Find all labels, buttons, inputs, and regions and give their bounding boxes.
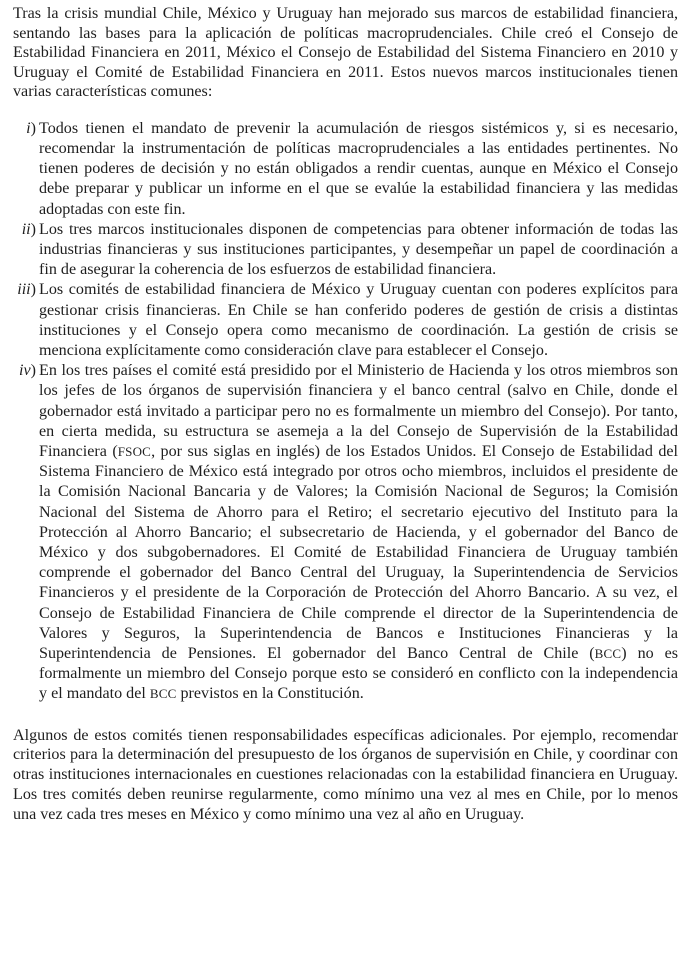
list-marker: iii) xyxy=(17,281,36,299)
list-item-text-part1: En los tres países el comité está presidido por el Ministerio de Hacienda y los otros miembros son los jefes de los órganos de supervisión financiera y el banco central (salvo en Chile, donde el gobernador está invitado a participar pero no es formalmente un miembro del Consejo). Por tanto, en cierta medida, su estructura se asemeja a la del Consejo de Supervisión de la Estabilidad Financiera ( xyxy=(39,362,678,460)
acronym-fsoc: FSOC xyxy=(117,443,152,459)
closing-paragraph: Algunos de estos comités tienen responsabilidades específicas adicionales. Por ejemplo, recomendar criterios para la determinación del presupuesto de los órganos de supervisión en Chile, y coordinar con otras instituciones internacionales en cuestiones relacionadas con la estabilidad financiera en Uruguay. Los tres comités deben reunirse regularmente, como mínimo una vez al mes en Chile, por lo menos una vez cada tres meses en México y como mínimo una vez al año en Uruguay. xyxy=(13,726,678,823)
list-item-iv xyxy=(19,361,678,704)
list-marker: iv) xyxy=(19,362,36,380)
list-item-text: Los comités de estabilidad financiera de México y Uruguay cuentan con poderes explícitos para gestionar crisis financieras. En Chile se han conferido poderes de gestión de crisis a distintas instituciones y el Consejo opera como mecanismo de coordinación. La gestión de crisis se menciona explícitamente como consideración clave para establecer el Consejo. xyxy=(39,281,678,359)
list-marker: i) xyxy=(26,119,36,137)
list-item-iii xyxy=(17,280,678,361)
list-item-i xyxy=(26,119,678,220)
list-item-text: Todos tienen el mandato de prevenir la acumulación de riesgos sistémicos y, si es necesario, recomendar la instrumentación de políticas macroprudenciales a las entidades pertinentes. No tienen poderes de decisión y no están obligados a rendir cuentas, aunque en México el Consejo debe preparar y publicar un informe en el que se evalúe la estabilidad financiera y las medidas adoptadas con este fin. xyxy=(39,119,678,218)
acronym-bcc: BCC xyxy=(594,646,622,662)
list-item-ii xyxy=(21,220,678,281)
list-marker: ii) xyxy=(21,220,36,238)
acronym-bcc: BCC xyxy=(149,686,177,702)
list-item-text-part2: , por sus siglas en inglés) de los Estados Unidos. El Consejo de Estabilidad del Sistema Financiero de México está integrado por otros ocho miembros, incluidos el presidente de la Comisión Nacional Bancaria y de Valores; la Comisión Nacional de Seguros; la Comisión Nacional del Sistema de Ahorro para el Retiro; el secretario ejecutivo del Instituto para la Protección al Ahorro Bancario; el subsecretario de Hacienda, y el gobernador del Banco de México y dos subgobernadores. El Comité de Estabilidad Financiera de Uruguay también comprende el gobernador del Banco Central del Uruguay, la Superintendencia de Servicios Financieros y el presidente de la Corporación de Protección del Ahorro Bancario. A su vez, el Consejo de Estabilidad Financiera de Chile comprende el director de la Superintendencia de Valores y Seguros, la Superintendencia de Bancos e Instituciones Financieras y la Superintendencia de Pensiones. El gobernador del Banco Central de Chile ( xyxy=(39,442,678,663)
intro-paragraph: Tras la crisis mundial Chile, México y Uruguay han mejorado sus marcos de estabilidad financiera, sentando las bases para la aplicación de políticas macroprudenciales. Chile creó el Consejo de Estabilidad Financiera en 2011, México el Consejo de Estabilidad del Sistema Financiero en 2010 y Uruguay el Comité de Estabilidad Financiera en 2011. Estos nuevos marcos institucionales tienen varias características comunes: xyxy=(13,5,678,101)
characteristics-list xyxy=(13,119,678,705)
list-item-text: Los tres marcos institucionales disponen de competencias para obtener información de todas las industrias financieras y sus instituciones participantes, y desempeñar un papel de coordinación a fin de asegurar la coherencia de los esfuerzos de estabilidad financiera. xyxy=(39,220,678,279)
list-item-text-part3: ) no es formalmente un miembro del Consejo porque esto se consideró en conflicto con la independencia y el mandato del xyxy=(39,645,678,703)
list-item-text-part4: previstos en la Constitución. xyxy=(176,685,364,703)
